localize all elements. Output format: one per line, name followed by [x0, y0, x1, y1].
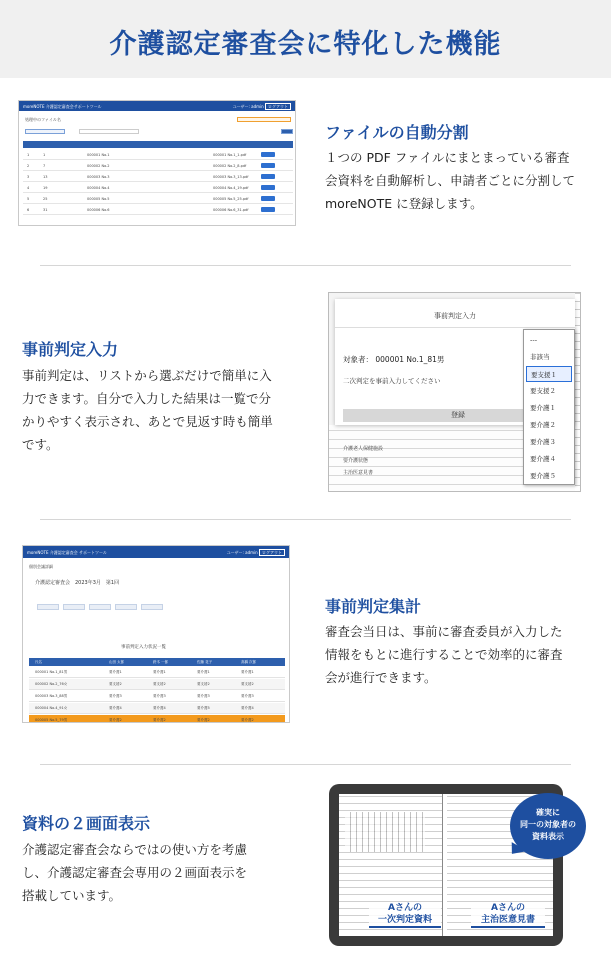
preview-button[interactable]	[261, 196, 275, 201]
feature-text-dual-screen	[22, 838, 247, 907]
upload-button[interactable]	[25, 129, 65, 134]
table-cell: 要介護3	[109, 694, 122, 698]
bubble-line: 資料表示	[532, 832, 564, 841]
table-cell: 000006 No.6_31.pdf	[213, 208, 249, 212]
page-title: 介護認定審査会に特化した機能	[109, 29, 502, 60]
table-cell: 7	[43, 164, 46, 168]
app-titlebar	[19, 101, 295, 111]
modal-divider	[335, 327, 575, 328]
table-row[interactable]	[29, 715, 285, 723]
label-line: 一次判定資料	[369, 914, 441, 928]
text-line: 介護認定審査会ならではの使い方を考慮	[22, 842, 247, 857]
table-cell: 000001 No.1	[87, 153, 110, 157]
label-line: Aさんの	[388, 903, 422, 913]
table-cell: 000003 No.3_13.pdf	[213, 175, 249, 179]
aggregation-screenshot	[22, 545, 290, 723]
table-cell: 000001 No.1_1.pdf	[213, 153, 247, 157]
app-titlebar	[23, 546, 289, 558]
table-cell: 000003 No.3	[87, 175, 110, 179]
feature-text-aggregation	[325, 620, 563, 689]
meeting-title: 介護認定審査会 2023年3月 第1回	[35, 580, 120, 586]
right-doc-label	[471, 902, 545, 928]
col-header: 山田 太郎	[109, 660, 125, 664]
table-cell: 000004 No.4	[87, 186, 110, 190]
table-cell: 000002 No.2_8.pdf	[213, 164, 247, 168]
preview-button[interactable]	[261, 207, 275, 212]
dropdown-option[interactable]: 要介護１	[530, 404, 556, 412]
text-line: 情報をもとに進行することで効率的に審査	[325, 647, 563, 662]
table-row	[23, 193, 293, 204]
member-chip	[89, 604, 111, 610]
table-cell: 000005 No.5_25.pdf	[213, 197, 249, 201]
table-cell: 要介護2	[153, 718, 166, 722]
judgment-dropdown[interactable]	[523, 329, 575, 485]
run-button[interactable]	[281, 129, 293, 134]
table-cell: 13	[43, 175, 48, 179]
table-cell: 要介護1	[197, 670, 210, 674]
member-chip	[115, 604, 137, 610]
doc-text: 要介護状態	[343, 458, 369, 464]
dropdown-option[interactable]: 要支援２	[530, 387, 556, 395]
table-cell: 要支援2	[241, 682, 254, 686]
modal-title: 事前判定入力	[434, 312, 476, 320]
table-cell: 000006 No.6	[87, 208, 110, 212]
logout-button[interactable]: ログアウト	[259, 549, 285, 556]
feature-title-dual-screen: 資料の２画面表示	[22, 814, 151, 833]
table-row	[23, 149, 293, 160]
table-cell: 000003 No.3_88男	[35, 694, 68, 698]
list-title: 事前判定入力状況一覧	[121, 645, 166, 650]
preview-button[interactable]	[261, 152, 275, 157]
text-line: です。	[22, 437, 59, 452]
folder-select[interactable]	[79, 129, 139, 134]
dropdown-option[interactable]: 非該当	[530, 353, 550, 361]
text-line: 力できます。自分で入力した結果は一覧で分	[22, 391, 272, 406]
preview-button[interactable]	[261, 174, 275, 179]
table-row	[23, 160, 293, 171]
table-header	[23, 141, 293, 148]
table-cell: 要介護2	[241, 718, 254, 722]
table-cell: 要支援2	[109, 682, 122, 686]
bubble-line: 同一の対象者の	[520, 820, 576, 829]
label-line: 主治医意見書	[471, 914, 545, 928]
user-label: ユーザー: admin	[226, 550, 258, 555]
table-cell: 要介護5	[197, 706, 210, 710]
text-line: moreNOTE に登録します。	[325, 196, 483, 211]
table-cell: 要介護4	[109, 706, 122, 710]
feature-title-auto-split: ファイルの自動分割	[325, 123, 469, 142]
dropdown-option[interactable]: 要介護５	[530, 472, 556, 480]
table-cell: 000004 No.4_19.pdf	[213, 186, 249, 190]
table-cell: 31	[43, 208, 48, 212]
app-title: moreNOTE 介護認定審査会サポートツール	[23, 104, 102, 109]
logout-button[interactable]: ログアウト	[265, 103, 291, 110]
pre-judgment-screenshot	[328, 292, 581, 492]
table-cell: 要介護1	[241, 670, 254, 674]
section-divider	[40, 265, 571, 266]
table-cell: 4	[27, 186, 30, 190]
feature-title-aggregation: 事前判定集計	[325, 597, 422, 616]
table-cell: 6	[27, 208, 30, 212]
section-divider	[40, 764, 571, 765]
document-edge	[575, 293, 581, 492]
dropdown-option[interactable]: 要介護３	[530, 438, 556, 446]
label-line: Aさんの	[491, 903, 525, 913]
feature-text-auto-split	[325, 146, 575, 215]
table-cell: 要介護1	[153, 670, 166, 674]
doc-text: 主治医意見書	[343, 470, 374, 476]
table-row	[23, 182, 293, 193]
table-row[interactable]	[29, 679, 285, 690]
page-header	[0, 0, 611, 78]
app-title: moreNOTE 介護認定審査会 サポートツール	[27, 550, 107, 555]
file-label: 処理中のファイル名	[25, 117, 61, 122]
text-line: し、介護認定審査会専用の２画面表示を	[22, 865, 248, 880]
table-cell: 000005 No.5	[87, 197, 110, 201]
callout-bubble	[510, 793, 586, 859]
member-chip	[63, 604, 85, 610]
table-cell: 要介護1	[109, 670, 122, 674]
bubble-line: 確実に	[536, 808, 560, 817]
table-cell: 1	[43, 153, 46, 157]
table-cell: 要介護2	[197, 718, 210, 722]
table-cell: 要支援2	[153, 682, 166, 686]
status-badge	[237, 117, 291, 122]
text-line: 審査会当日は、事前に審査委員が入力した	[325, 624, 563, 639]
table-cell: 000001 No.1_81男	[35, 670, 68, 674]
feature-text-pre-judgment	[22, 364, 273, 456]
form-grid	[345, 812, 425, 852]
text-line: 事前判定は、リストから選ぶだけで簡単に入	[22, 368, 272, 383]
instruction-label: 二次判定を事前入力してください	[343, 377, 441, 385]
table-cell: 要支援2	[197, 682, 210, 686]
text-line: １つの PDF ファイルにまとまっている審査	[325, 150, 570, 165]
table-cell: 1	[27, 153, 30, 157]
table-cell: 要介護3	[153, 694, 166, 698]
dropdown-option[interactable]: 要介護２	[530, 421, 556, 429]
auto-split-screenshot	[18, 100, 296, 226]
section-divider	[40, 519, 571, 520]
col-header: 鈴木 一郎	[153, 660, 169, 664]
table-cell: 要介護3	[197, 694, 210, 698]
dropdown-option[interactable]: ---	[530, 336, 538, 344]
table-cell: 要介護4	[241, 706, 254, 710]
member-chip	[141, 604, 163, 610]
feature-title-pre-judgment: 事前判定入力	[22, 340, 119, 359]
table-cell: 2	[27, 164, 30, 168]
table-cell: 000002 No.2_76女	[35, 682, 68, 686]
table-cell: 要介護3	[241, 694, 254, 698]
user-label: ユーザー: admin	[232, 104, 264, 109]
col-header: 佐藤 花子	[197, 660, 213, 664]
left-doc-label	[369, 902, 441, 928]
table-cell: 25	[43, 197, 48, 201]
dropdown-option[interactable]: 要支援１	[526, 366, 572, 382]
table-cell: 3	[27, 175, 30, 179]
table-row	[23, 204, 293, 215]
section-label: 個別会議詳細	[29, 564, 53, 569]
table-cell: 5	[27, 197, 30, 201]
text-line: 会資料を自動解析し、申請者ごとに分割して	[325, 173, 576, 188]
subject-label: 対象者： 000001 No.1_81男	[343, 355, 445, 364]
table-header	[29, 658, 285, 666]
table-cell: 19	[43, 186, 48, 190]
doc-text: 介護老人保健施設	[343, 446, 384, 452]
table-row[interactable]	[29, 691, 285, 702]
text-line: 搭載しています。	[22, 888, 122, 903]
table-cell: 000004 No.4_91女	[35, 706, 68, 710]
table-row[interactable]	[29, 703, 285, 714]
col-header: 高橋 次郎	[241, 660, 257, 664]
col-header: 氏名	[35, 660, 42, 664]
table-cell: 要介護4	[153, 706, 166, 710]
dropdown-option[interactable]: 要介護４	[530, 455, 556, 463]
text-line: 会が進行できます。	[325, 670, 437, 685]
member-chip	[37, 604, 59, 610]
table-row[interactable]	[29, 667, 285, 678]
table-cell: 要介護2	[109, 718, 122, 722]
table-row	[23, 171, 293, 182]
table-cell: 000005 No.5_79男	[35, 718, 68, 722]
text-line: かりやすく表示され、あとで見返す時も簡単	[22, 414, 273, 429]
table-cell: 000002 No.2	[87, 164, 110, 168]
register-button[interactable]: 登録	[343, 409, 573, 422]
preview-button[interactable]	[261, 163, 275, 168]
preview-button[interactable]	[261, 185, 275, 190]
